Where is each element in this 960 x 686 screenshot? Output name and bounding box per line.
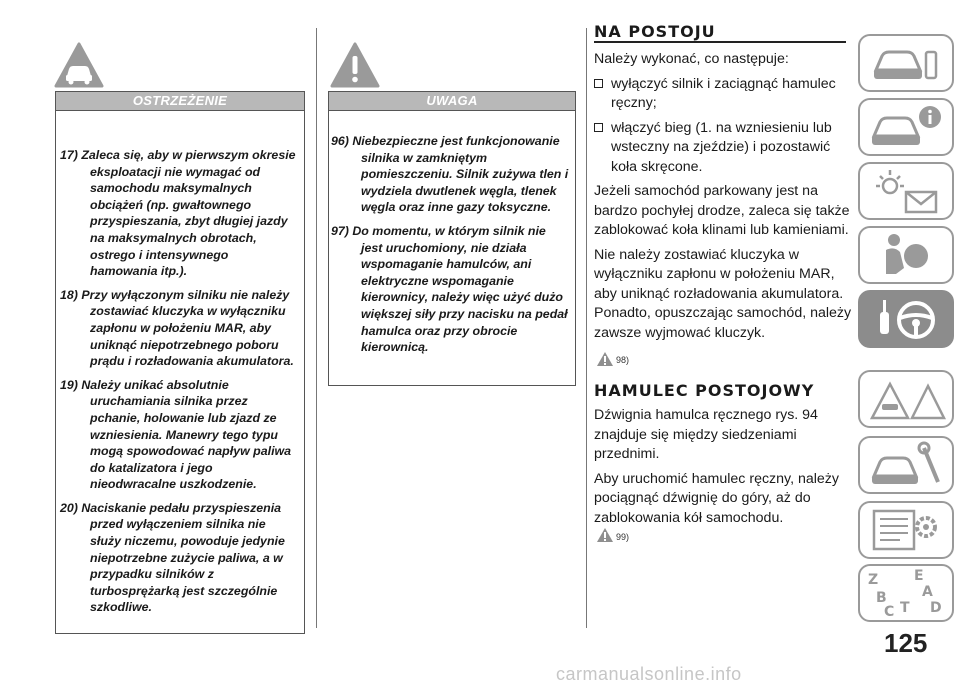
caution-item: 97) Do momentu, w którym silnik nie jest uruchomiony, nie działa wspomaganie hamulców, ani elektryczne wspomaganie kierownicy, należy więc użyć dużo większej siły przy nacisku na pedał hamulca oraz przy obrocie kierownicą. bbox=[331, 223, 568, 355]
watermark: carmanualsonline.info bbox=[556, 664, 742, 684]
nav-tile-starting-driving[interactable] bbox=[858, 290, 954, 348]
bullet-item bbox=[594, 75, 852, 114]
warning-lights-message-icon bbox=[860, 164, 952, 218]
reference-note: 98) bbox=[616, 355, 630, 365]
alphabetical-index-icon bbox=[860, 566, 952, 620]
small-warning-icon bbox=[596, 351, 614, 367]
warning-item: 17) Zaleca się, aby w pierwszym okresie eksploatacji nie wymagać od samochodu maksymalnych obciążeń (np. gwałtownego przyspieszania, zbyt długiej jazdy na maksymalnych obrotach, ostrego i intensywnego hamowania itp.). bbox=[60, 148, 296, 279]
caution-item: 96) Niebezpieczne jest funkcjonowanie silnika w zamkniętym pomieszczeniu. Silnik zużywa tlen i wydziela dwutlenek węgla, tlenek węgla oraz inne gazy toksyczne. bbox=[331, 134, 569, 215]
key-steering-wheel-icon bbox=[860, 292, 952, 346]
car-dashboard-icon bbox=[860, 36, 952, 90]
warning-list bbox=[56, 111, 304, 616]
checkbox-bullet-icon bbox=[594, 123, 603, 132]
technical-data-gear-icon bbox=[860, 503, 952, 557]
nav-tile-technical-data[interactable] bbox=[858, 501, 954, 559]
index-letter: D bbox=[930, 600, 942, 616]
car-warning-triangle-icon bbox=[54, 42, 104, 88]
road-emergency-icon bbox=[860, 372, 952, 426]
parking-paragraph: Nie należy zostawiać kluczyka w wyłączniku zapłonu w położeniu MAR, aby uniknąć rozładowania akumulatora. Ponadto, opuszczając samochód, należy zawsze wyjmować kluczyk. bbox=[594, 246, 852, 341]
nav-tile-maintenance[interactable] bbox=[858, 436, 954, 494]
handbrake-paragraph: Dźwignia hamulca ręcznego rys. 94 znajduje się między siedzeniami przednimi. bbox=[594, 407, 818, 462]
warning-box-title: OSTRZEŻENIE bbox=[56, 92, 304, 111]
nav-tile-dashboard[interactable] bbox=[858, 34, 954, 92]
bullet-text: wyłączyć silnik i zaciągnąć hamulec ręczny; bbox=[611, 75, 836, 111]
parking-paragraph: Jeżeli samochód parkowany jest na bardzo pochyłej drodze, zaleca się także zablokować koła klinami lub kamieniami. bbox=[594, 183, 850, 238]
wrench-car-icon bbox=[860, 438, 952, 492]
nav-tile-info[interactable] bbox=[858, 98, 954, 156]
caution-list bbox=[329, 111, 575, 356]
warning-box bbox=[55, 91, 305, 634]
section-title-parking: NA POSTOJU bbox=[594, 22, 716, 41]
index-letter: C bbox=[884, 604, 895, 620]
handbrake-paragraph: Aby uruchomić hamulec ręczny, należy pociągnąć dźwignię do góry, aż do zablokowania kół samochodu. bbox=[594, 470, 839, 526]
checkbox-bullet-icon bbox=[594, 79, 603, 88]
exclamation-warning-icon bbox=[330, 42, 380, 88]
airbag-passenger-icon bbox=[860, 228, 952, 282]
reference-note: 99) bbox=[616, 532, 630, 542]
index-letter: T bbox=[900, 600, 910, 616]
nav-tile-warning-lights[interactable] bbox=[858, 162, 954, 220]
bullet-text: włączyć bieg (1. na wzniesieniu lub wsteczny na zjeździe) i pozostawić koła skręcone. bbox=[611, 119, 832, 175]
index-letter: E bbox=[914, 568, 924, 584]
column-divider bbox=[316, 28, 317, 628]
index-letter: Z bbox=[868, 572, 879, 588]
section-title-handbrake: HAMULEC POSTOJOWY bbox=[594, 381, 815, 400]
handbrake-section bbox=[594, 406, 852, 528]
parking-section bbox=[594, 50, 852, 343]
index-letter: A bbox=[922, 584, 933, 600]
warning-item: 19) Należy unikać absolutnie uruchamiania silnika przez pchanie, holowanie lub zjazd ze wzniesienia. Manewry tego typu mogą spowodować napływ paliwa do katalizatora i jego nieodwracalne uszkodzenie. bbox=[60, 377, 292, 492]
caution-box bbox=[328, 91, 576, 386]
nav-tile-emergency[interactable] bbox=[858, 370, 954, 428]
small-warning-icon bbox=[596, 527, 614, 543]
section-rule bbox=[594, 41, 846, 43]
warning-item: 20) Naciskanie pedału przyspieszenia przed wyłączeniem silnika nie służy niczemu, powoduje jedynie niepotrzebne zużycie paliwa, a w przypadku silników z turbosprężarką jest szczególnie szkodliwe. bbox=[60, 500, 285, 615]
car-info-icon bbox=[860, 100, 952, 154]
nav-tile-index[interactable] bbox=[858, 564, 954, 622]
caution-box-title: UWAGA bbox=[329, 92, 575, 111]
parking-intro: Należy wykonać, co następuje: bbox=[594, 51, 789, 67]
page-number: 125 bbox=[884, 628, 928, 658]
bullet-item bbox=[594, 119, 852, 178]
column-divider bbox=[586, 28, 587, 628]
nav-tile-safety[interactable] bbox=[858, 226, 954, 284]
warning-item: 18) Przy wyłączonym silniku nie należy zostawiać kluczyka w wyłączniku zapłonu w położeniu MAR, aby uniknąć niepotrzebnego poboru prądu i rozładowania akumulatora. bbox=[60, 287, 294, 369]
index-letter: B bbox=[876, 590, 887, 606]
